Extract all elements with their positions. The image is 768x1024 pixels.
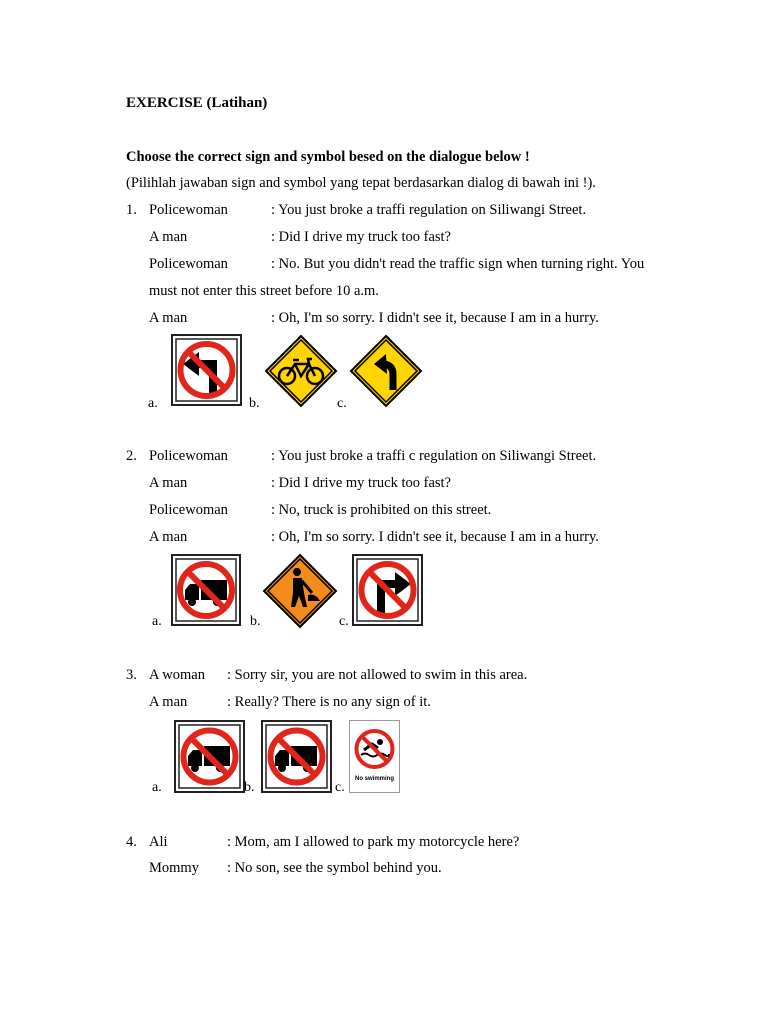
instruction: Choose the correct sign and symbol besed on the dialogue below ! — [126, 149, 530, 165]
q1-speaker-1: Policewoman — [149, 202, 228, 218]
no-swimming-caption: No swimming — [354, 776, 394, 782]
q1-speaker-3: Policewoman — [149, 256, 228, 272]
q1-line-3-cont: must not enter this street before 10 a.m. — [149, 283, 379, 299]
q2-option-c-label: c. — [339, 614, 349, 629]
q3-line-1: : Sorry sir, you are not allowed to swim in this area. — [227, 667, 528, 683]
q4-speaker-2: Mommy — [149, 860, 199, 876]
q2-option-b-label: b. — [250, 614, 261, 629]
q2-line-4: : Oh, I'm so sorry. I didn't see it, because I am in a hurry. — [271, 529, 599, 545]
q2-speaker-1: Policewoman — [149, 448, 228, 464]
no-swimming-sign-icon — [349, 720, 400, 793]
no-trucks-sign-icon — [171, 554, 241, 626]
q1-line-4: : Oh, I'm so sorry. I didn't see it, because I am in a hurry. — [271, 310, 599, 326]
curve-left-warning-sign-icon — [349, 334, 423, 408]
q1-line-1: : You just broke a traffi regulation on Siliwangi Street. — [271, 202, 587, 218]
road-work-sign-icon — [262, 553, 338, 629]
no-trucks-sign-icon — [261, 720, 332, 793]
q3-line-2: : Really? There is no any sign of it. — [227, 694, 431, 710]
q1-speaker-2: A man — [149, 229, 188, 245]
q1-line-2: : Did I drive my truck too fast? — [271, 229, 451, 245]
q4-line-2: : No son, see the symbol behind you. — [227, 860, 442, 876]
q3-option-c-label: c. — [335, 780, 345, 795]
q2-line-2: : Did I drive my truck too fast? — [271, 475, 451, 491]
q1-number: 1. — [126, 202, 137, 218]
q1-speaker-4: A man — [149, 310, 188, 326]
q2-speaker-2: A man — [149, 475, 188, 491]
q2-speaker-3: Policewoman — [149, 502, 228, 518]
q1-option-b-label: b. — [249, 396, 260, 411]
q3-option-b-label: b. — [244, 780, 255, 795]
q2-option-a-label: a. — [152, 614, 162, 629]
q1-option-a-label: a. — [148, 396, 158, 411]
q4-line-1: : Mom, am I allowed to park my motorcycle here? — [227, 834, 520, 850]
instruction-translation: (Pilihlah jawaban sign and symbol yang tepat berdasarkan dialog di bawah ini !). — [126, 175, 596, 191]
no-trucks-sign-icon — [174, 720, 245, 793]
q1-line-3: : No. But you didn't read the traffic sign when turning right. You — [271, 256, 645, 272]
q2-line-1: : You just broke a traffi c regulation on Siliwangi Street. — [271, 448, 597, 464]
q4-speaker-1: Ali — [149, 834, 168, 850]
no-right-turn-sign-icon — [352, 554, 423, 626]
page-title: EXERCISE (Latihan) — [126, 95, 268, 111]
q3-speaker-1: A woman — [149, 667, 205, 683]
q1-option-c-label: c. — [337, 396, 347, 411]
bicycle-warning-sign-icon — [264, 334, 338, 408]
q2-number: 2. — [126, 448, 137, 464]
no-left-turn-sign-icon — [171, 334, 242, 406]
q3-speaker-2: A man — [149, 694, 188, 710]
q3-option-a-label: a. — [152, 780, 162, 795]
q2-speaker-4: A man — [149, 529, 188, 545]
q4-number: 4. — [126, 834, 137, 850]
q2-line-3: : No, truck is prohibited on this street. — [271, 502, 492, 518]
q3-number: 3. — [126, 667, 137, 683]
